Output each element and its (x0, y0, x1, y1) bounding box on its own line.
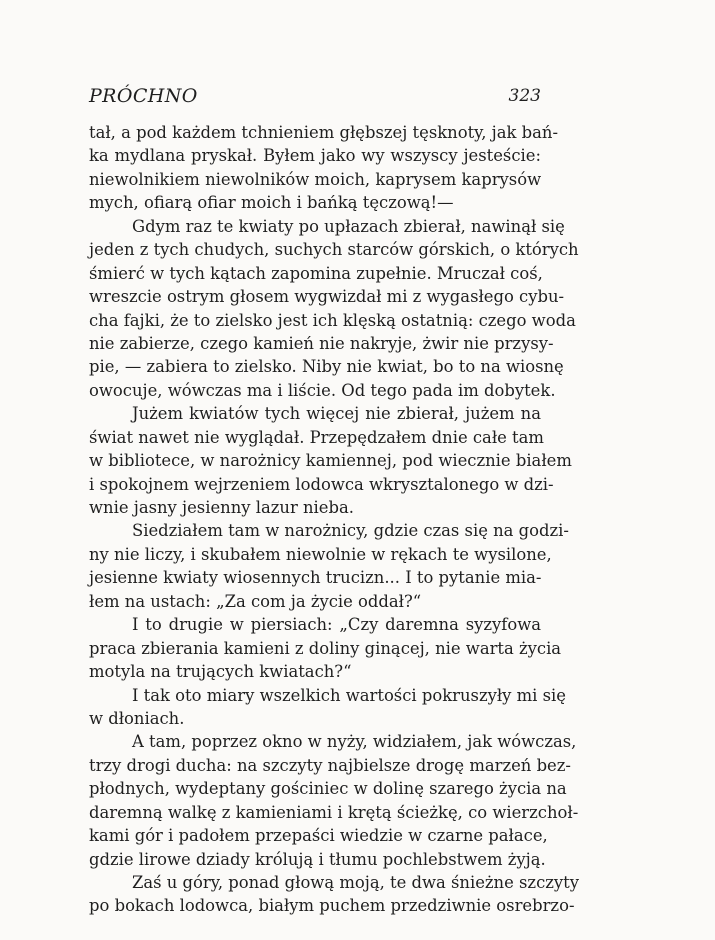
text-line: łem na ustach: „Za com ja życie oddał?“ (89, 591, 422, 611)
text-line: Jużem kwiatów tych więcej nie zbierał, jużem na (132, 404, 541, 424)
text-line: mych, ofiarą ofiar moich i bańką tęczową!— (89, 193, 454, 213)
text-line: I to drugie w piersiach: „Czy daremna syzyfowa (132, 615, 541, 635)
text-line: ny nie liczy, i skubałem niewolnie w rękach te wysilone, (89, 544, 552, 564)
text-line: w bibliotece, w narożnicy kamiennej, pod wiecznie białem (89, 451, 572, 471)
text-line: śmierć w tych kątach zapomina zupełnie. Mruczał coś, (89, 263, 543, 283)
text-line: świat nawet nie wyglądał. Przepędzałem dnie całe tam (89, 427, 544, 447)
text-line: tał, a pod każdem tchnieniem głębszej tęsknoty, jak bań- (89, 123, 559, 142)
text-line: Gdym raz te kwiaty po upłazach zbierał, nawinął się (132, 216, 565, 236)
text-line: Zaś u góry, ponad głową moją, te dwa śnieżne szczyty (132, 873, 579, 892)
text-line: niewolnikiem niewolników moich, kaprysem kaprysów (89, 169, 542, 189)
text-line: i spokojnem wejrzeniem lodowca wkrysztalonego w dzi- (89, 474, 554, 494)
text-line: wnie jasny jesienny lazur nieba. (89, 498, 354, 517)
text-line: pie, — zabiera to zielsko. Niby nie kwiat, bo to na wiosnę (89, 357, 564, 377)
body-text (89, 121, 579, 918)
running-title: PRÓCHNO (89, 85, 198, 107)
text-line: gdzie lirowe dziady królują i tłumu pochlebstwem żyją. (89, 849, 546, 869)
page-number: 323 (508, 86, 541, 106)
text-line: ka mydlana pryskał. Byłem jako wy wszyscy jesteście: (89, 146, 541, 166)
text-line: cha fajki, że to zielsko jest ich klęską ostatnią: czego woda (89, 310, 576, 330)
text-line: A tam, poprzez okno w nyży, widziałem, jak wówczas, (132, 732, 577, 752)
running-head (89, 84, 541, 108)
text-line: nie zabierze, czego kamień nie nakryje, żwir nie przysy- (89, 333, 554, 353)
text-line: płodnych, wydeptany gościniec w dolinę szarego życia na (89, 779, 567, 799)
text-line: jeden z tych chudych, suchych starców górskich, o których (89, 240, 579, 260)
text-line: trzy drogi ducha: na szczyty najbielsze drogę marzeń bez- (89, 755, 571, 775)
text-line: I tak oto miary wszelkich wartości pokruszyły mi się (132, 685, 566, 705)
text-line: w dłoniach. (89, 708, 185, 728)
text-line: motyla na trujących kwiatach?“ (89, 662, 352, 682)
text-line: Siedziałem tam w narożnicy, gdzie czas się na godzi- (132, 521, 569, 541)
text-line: kami gór i padołem przepaści wiedzie w czarne pałace, (89, 826, 548, 846)
text-line: po bokach lodowca, białym puchem przedziwnie osrebrzo- (89, 896, 575, 916)
text-line: daremną walkę z kamieniami i krętą ścieżkę, co wierzchoł- (89, 802, 579, 822)
text-line: jesienne kwiaty wiosennych trucizn... I to pytanie mia- (89, 568, 542, 588)
text-line: wreszcie ostrym głosem wygwizdał mi z wygasłego cybu- (89, 287, 565, 307)
text-line: owocuje, wówczas ma i liście. Od tego pada im dobytek. (89, 380, 556, 400)
text-line: praca zbierania kamieni z doliny ginącej, nie warta życia (89, 638, 562, 658)
